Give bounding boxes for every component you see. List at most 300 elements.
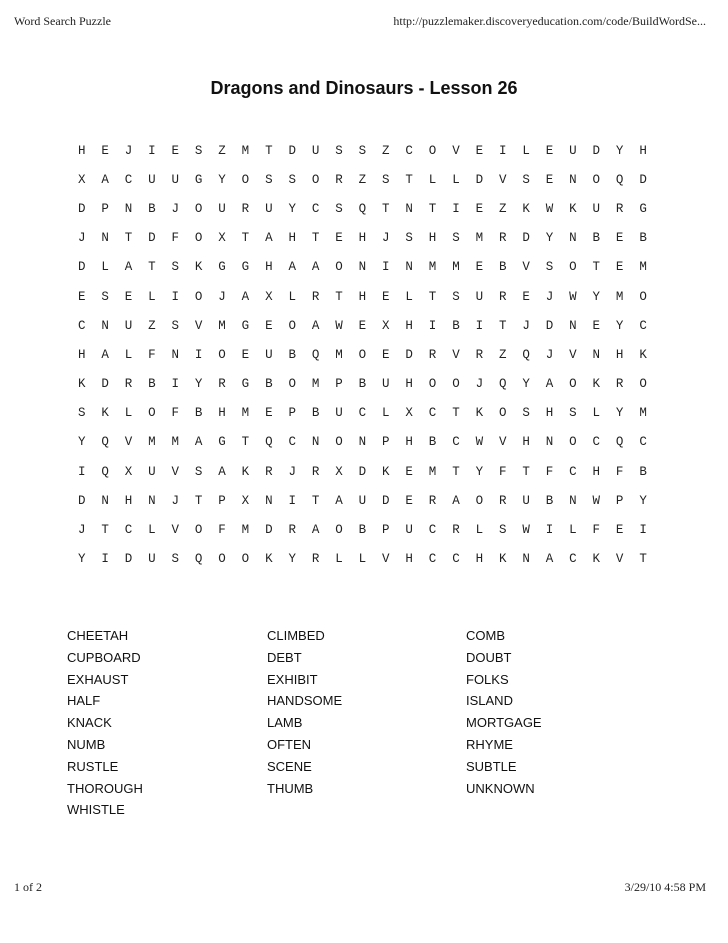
word-list-item: RHYME <box>466 736 513 752</box>
grid-letter: U <box>124 318 133 333</box>
grid-letter: T <box>522 464 530 479</box>
grid-letter: S <box>498 523 507 538</box>
grid-letter: B <box>265 377 273 392</box>
grid-letter: S <box>171 260 180 275</box>
grid-letter: R <box>311 552 320 567</box>
grid-letter: Q <box>615 172 624 187</box>
grid-letter: M <box>218 318 226 333</box>
grid-letter: O <box>311 172 320 187</box>
grid-letter: Q <box>522 347 530 362</box>
grid-letter: M <box>475 231 484 246</box>
grid-letter: T <box>241 231 250 246</box>
grid-letter: A <box>545 377 554 392</box>
grid-letter: Y <box>288 201 296 216</box>
grid-letter: J <box>218 289 226 304</box>
grid-letter: L <box>428 172 437 187</box>
grid-letter: M <box>241 523 250 538</box>
grid-letter: Y <box>522 377 530 392</box>
grid-letter: B <box>545 493 554 508</box>
grid-letter: F <box>171 231 180 246</box>
grid-letter: D <box>77 260 86 275</box>
grid-letter: M <box>615 289 624 304</box>
grid-letter: D <box>288 143 296 158</box>
grid-letter: T <box>639 552 647 567</box>
grid-letter: R <box>311 289 320 304</box>
grid-letter: B <box>358 377 367 392</box>
grid-letter: A <box>311 523 320 538</box>
grid-letter: O <box>335 435 343 450</box>
grid-letter: L <box>101 260 109 275</box>
grid-letter: A <box>101 172 109 187</box>
grid-letter: U <box>218 201 226 216</box>
grid-letter: N <box>101 231 109 246</box>
grid-letter: D <box>101 377 109 392</box>
grid-letter: Q <box>615 435 624 450</box>
grid-letter: G <box>194 172 203 187</box>
grid-letter: C <box>405 143 413 158</box>
grid-letter: J <box>545 347 554 362</box>
grid-letter: N <box>358 260 367 275</box>
grid-letter: A <box>241 289 250 304</box>
grid-letter: E <box>77 289 86 304</box>
grid-letter: K <box>77 377 86 392</box>
word-list-item: EXHAUST <box>67 671 129 687</box>
grid-letter: E <box>241 347 250 362</box>
grid-letter: B <box>358 523 367 538</box>
grid-letter: V <box>498 435 507 450</box>
grid-letter: H <box>405 318 413 333</box>
word-list-item: HANDSOME <box>267 693 343 709</box>
grid-letter: R <box>615 201 624 216</box>
grid-letter: L <box>335 552 343 567</box>
grid-letter: J <box>545 289 554 304</box>
grid-letter: O <box>148 406 156 421</box>
grid-letter: P <box>101 201 109 216</box>
grid-letter: M <box>311 377 320 392</box>
grid-letter: I <box>148 143 156 158</box>
grid-letter: E <box>522 289 530 304</box>
grid-letter: D <box>592 143 601 158</box>
grid-letter: E <box>475 201 484 216</box>
grid-letter: O <box>335 260 343 275</box>
grid-letter: N <box>569 172 577 187</box>
page-number: 1 of 2 <box>14 880 42 894</box>
word-list-item: DEBT <box>267 649 302 665</box>
grid-letter: Z <box>358 172 367 187</box>
grid-letter: W <box>592 493 601 508</box>
grid-letter: C <box>428 523 437 538</box>
grid-letter: E <box>265 406 273 421</box>
grid-letter: S <box>288 172 296 187</box>
grid-letter: C <box>77 318 86 333</box>
grid-letter: F <box>498 464 507 479</box>
grid-letter: V <box>171 523 180 538</box>
grid-letter: O <box>569 377 577 392</box>
grid-letter: S <box>194 143 203 158</box>
grid-letter: R <box>498 289 507 304</box>
grid-letter: R <box>311 464 320 479</box>
grid-letter: E <box>265 318 273 333</box>
grid-letter: I <box>194 347 203 362</box>
grid-letter: D <box>382 493 390 508</box>
grid-letter: V <box>522 260 530 275</box>
grid-letter: D <box>405 347 413 362</box>
grid-letter: Y <box>639 493 647 508</box>
grid-letter: Y <box>475 464 484 479</box>
grid-letter: U <box>148 172 156 187</box>
grid-letter: V <box>452 143 460 158</box>
grid-letter: J <box>475 377 484 392</box>
letter-grid <box>70 136 670 574</box>
grid-letter: L <box>452 172 460 187</box>
grid-letter: S <box>171 552 180 567</box>
grid-letter: K <box>498 552 507 567</box>
grid-letter: T <box>428 201 437 216</box>
grid-letter: Q <box>498 377 507 392</box>
word-list-item: ISLAND <box>466 693 513 709</box>
grid-letter: O <box>218 552 226 567</box>
grid-letter: Y <box>615 406 624 421</box>
grid-letter: V <box>171 464 180 479</box>
grid-letter: P <box>288 406 296 421</box>
grid-letter: T <box>452 464 460 479</box>
grid-letter: C <box>124 172 133 187</box>
grid-letter: Y <box>545 231 554 246</box>
grid-letter: H <box>77 347 86 362</box>
word-list-item: NUMB <box>67 736 106 752</box>
grid-letter: I <box>452 201 460 216</box>
grid-letter: T <box>335 289 343 304</box>
grid-letter: S <box>382 172 390 187</box>
grid-letter: S <box>335 143 343 158</box>
grid-letter: H <box>218 406 226 421</box>
grid-letter: I <box>639 523 647 538</box>
grid-letter: D <box>358 464 367 479</box>
grid-letter: D <box>639 172 647 187</box>
grid-letter: J <box>77 231 86 246</box>
grid-letter: A <box>218 464 226 479</box>
grid-letter: Z <box>218 143 226 158</box>
grid-letter: U <box>569 143 577 158</box>
grid-letter: H <box>522 435 530 450</box>
grid-letter: O <box>194 523 203 538</box>
grid-letter: I <box>171 377 180 392</box>
grid-letter: W <box>475 435 484 450</box>
grid-letter: N <box>148 493 156 508</box>
grid-letter: L <box>288 289 296 304</box>
grid-letter: H <box>592 464 601 479</box>
grid-letter: U <box>148 552 156 567</box>
grid-letter: D <box>265 523 273 538</box>
grid-letter: O <box>452 377 460 392</box>
grid-letter: Z <box>382 143 390 158</box>
grid-letter: Q <box>311 347 320 362</box>
grid-letter: R <box>218 377 226 392</box>
grid-letter: C <box>428 552 437 567</box>
grid-letter: J <box>77 523 86 538</box>
grid-letter: C <box>639 318 647 333</box>
grid-letter: L <box>148 523 156 538</box>
grid-letter: W <box>545 201 554 216</box>
grid-letter: B <box>428 435 437 450</box>
grid-letter: Y <box>615 318 624 333</box>
grid-letter: S <box>335 201 343 216</box>
puzzle-title: Dragons and Dinosaurs - Lesson 26 <box>210 78 518 98</box>
print-header-url: http://puzzlemaker.discoveryeducation.com/code/BuildWordSe... <box>393 14 706 28</box>
grid-letter: A <box>124 260 133 275</box>
grid-letter: R <box>124 377 133 392</box>
grid-letter: A <box>288 260 296 275</box>
grid-letter: U <box>171 172 180 187</box>
grid-letter: M <box>241 143 250 158</box>
grid-letter: M <box>639 260 647 275</box>
grid-letter: K <box>194 260 203 275</box>
grid-letter: H <box>77 143 86 158</box>
grid-letter: W <box>522 523 530 538</box>
grid-letter: E <box>382 289 390 304</box>
word-list-item: THOROUGH <box>67 780 143 796</box>
grid-letter: M <box>241 406 250 421</box>
grid-letter: C <box>124 523 133 538</box>
grid-letter: F <box>218 523 226 538</box>
grid-letter: R <box>428 493 437 508</box>
grid-letter: B <box>194 406 203 421</box>
grid-letter: F <box>592 523 601 538</box>
grid-letter: G <box>241 260 250 275</box>
grid-letter: J <box>522 318 530 333</box>
grid-letter: A <box>335 493 343 508</box>
grid-letter: S <box>194 464 203 479</box>
word-list-item: SUBTLE <box>466 758 517 774</box>
grid-letter: A <box>452 493 460 508</box>
grid-letter: O <box>498 406 507 421</box>
grid-letter: X <box>218 231 226 246</box>
word-list-item: COMB <box>466 628 505 643</box>
grid-letter: G <box>241 377 250 392</box>
grid-letter: E <box>382 347 390 362</box>
grid-letter: L <box>124 406 133 421</box>
word-list-item: FOLKS <box>466 671 509 687</box>
grid-letter: L <box>569 523 577 538</box>
grid-letter: T <box>148 260 156 275</box>
grid-letter: S <box>77 406 86 421</box>
grid-letter: O <box>288 377 296 392</box>
grid-letter: J <box>171 201 180 216</box>
grid-letter: Y <box>615 143 624 158</box>
grid-letter: X <box>335 464 343 479</box>
grid-letter: O <box>194 201 203 216</box>
grid-letter: V <box>498 172 507 187</box>
grid-letter: I <box>171 289 180 304</box>
grid-letter: M <box>335 347 343 362</box>
grid-letter: P <box>382 523 390 538</box>
grid-letter: K <box>382 464 390 479</box>
grid-letter: L <box>592 406 601 421</box>
grid-letter: X <box>405 406 413 421</box>
grid-letter: H <box>428 231 437 246</box>
grid-letter: B <box>639 231 647 246</box>
grid-letter: E <box>545 172 554 187</box>
grid-letter: R <box>265 464 273 479</box>
grid-letter: D <box>148 231 156 246</box>
grid-letter: G <box>639 201 647 216</box>
grid-letter: K <box>592 552 601 567</box>
print-header-title: Word Search Puzzle <box>14 14 111 28</box>
word-list-item: RUSTLE <box>67 758 119 774</box>
grid-letter: U <box>522 493 530 508</box>
grid-letter: D <box>77 493 86 508</box>
grid-letter: H <box>639 143 647 158</box>
grid-letter: M <box>171 435 180 450</box>
grid-letter: Y <box>592 289 601 304</box>
grid-letter: R <box>498 231 507 246</box>
grid-letter: B <box>148 201 156 216</box>
grid-letter: F <box>615 464 624 479</box>
grid-letter: Z <box>498 201 507 216</box>
grid-letter: R <box>288 523 296 538</box>
grid-letter: E <box>475 143 484 158</box>
grid-letter: N <box>358 435 367 450</box>
word-list-item: CLIMBED <box>267 628 325 643</box>
grid-letter: X <box>124 464 133 479</box>
grid-letter: I <box>475 318 484 333</box>
grid-letter: O <box>639 289 647 304</box>
grid-letter: I <box>77 464 86 479</box>
grid-letter: N <box>569 231 577 246</box>
grid-letter: C <box>452 435 460 450</box>
grid-letter: S <box>265 172 273 187</box>
grid-letter: B <box>288 347 296 362</box>
grid-letter: S <box>569 406 577 421</box>
grid-letter: K <box>522 201 530 216</box>
grid-letter: O <box>569 260 577 275</box>
grid-letter: Q <box>265 435 273 450</box>
grid-letter: O <box>194 231 203 246</box>
grid-letter: U <box>358 493 367 508</box>
grid-letter: K <box>569 201 577 216</box>
grid-letter: M <box>639 406 647 421</box>
grid-letter: C <box>569 552 577 567</box>
grid-letter: C <box>452 552 460 567</box>
grid-letter: K <box>241 464 250 479</box>
grid-letter: H <box>405 435 413 450</box>
grid-letter: V <box>615 552 624 567</box>
grid-letter: E <box>124 289 133 304</box>
grid-letter: G <box>241 318 250 333</box>
grid-letter: N <box>522 552 530 567</box>
grid-letter: E <box>405 493 413 508</box>
grid-letter: P <box>218 493 226 508</box>
grid-letter: I <box>288 493 296 508</box>
word-list-item: DOUBT <box>466 649 512 665</box>
grid-letter: N <box>569 318 577 333</box>
grid-letter: M <box>428 260 437 275</box>
grid-letter: T <box>405 172 413 187</box>
grid-letter: V <box>124 435 133 450</box>
grid-letter: V <box>452 347 460 362</box>
grid-letter: R <box>241 201 250 216</box>
grid-letter: O <box>475 493 484 508</box>
grid-letter: A <box>194 435 203 450</box>
grid-letter: P <box>615 493 624 508</box>
grid-letter: Y <box>77 552 86 567</box>
grid-letter: E <box>405 464 413 479</box>
grid-letter: E <box>592 318 601 333</box>
grid-letter: L <box>148 289 156 304</box>
grid-letter: B <box>592 231 601 246</box>
grid-letter: E <box>335 231 343 246</box>
grid-letter: H <box>405 377 413 392</box>
grid-letter: N <box>101 318 109 333</box>
grid-letter: T <box>124 231 133 246</box>
grid-letter: O <box>358 347 367 362</box>
grid-letter: A <box>265 231 273 246</box>
grid-letter: Q <box>101 435 109 450</box>
grid-letter: H <box>358 289 367 304</box>
grid-letter: S <box>545 260 554 275</box>
grid-letter: E <box>475 260 484 275</box>
grid-letter: O <box>639 377 647 392</box>
grid-letter: C <box>592 435 601 450</box>
grid-letter: H <box>265 260 273 275</box>
grid-letter: W <box>335 318 343 333</box>
grid-letter: S <box>171 318 180 333</box>
grid-letter: Y <box>288 552 296 567</box>
grid-letter: A <box>101 347 109 362</box>
grid-letter: Y <box>77 435 86 450</box>
grid-letter: O <box>241 172 250 187</box>
grid-letter: R <box>428 347 437 362</box>
grid-letter: P <box>382 435 390 450</box>
word-list-item: WHISTLE <box>67 802 125 818</box>
grid-letter: E <box>358 318 367 333</box>
grid-letter: N <box>569 493 577 508</box>
grid-letter: T <box>311 493 320 508</box>
grid-letter: E <box>615 231 624 246</box>
grid-letter: C <box>288 435 296 450</box>
grid-letter: H <box>288 231 296 246</box>
grid-letter: N <box>101 493 109 508</box>
grid-letter: I <box>428 318 437 333</box>
grid-letter: U <box>382 377 390 392</box>
word-list-item: LAMB <box>267 715 303 731</box>
grid-letter: U <box>592 201 601 216</box>
grid-letter: D <box>545 318 554 333</box>
grid-letter: I <box>101 552 109 567</box>
word-list-item: KNACK <box>67 715 112 731</box>
grid-letter: H <box>615 347 624 362</box>
word-list-item: EXHIBIT <box>267 671 318 687</box>
grid-letter: U <box>335 406 343 421</box>
grid-letter: X <box>382 318 390 333</box>
grid-letter: C <box>569 464 577 479</box>
word-list-item: OFTEN <box>267 736 312 752</box>
grid-letter: M <box>148 435 156 450</box>
grid-letter: H <box>545 406 554 421</box>
grid-letter: C <box>428 406 437 421</box>
grid-letter: R <box>615 377 624 392</box>
grid-letter: H <box>358 231 367 246</box>
grid-letter: X <box>77 172 86 187</box>
grid-letter: C <box>639 435 647 450</box>
grid-letter: I <box>498 143 507 158</box>
grid-letter: L <box>522 143 530 158</box>
grid-letter: A <box>311 318 320 333</box>
grid-letter: T <box>382 201 390 216</box>
grid-letter: N <box>171 347 180 362</box>
grid-letter: B <box>311 406 320 421</box>
grid-letter: O <box>288 318 296 333</box>
